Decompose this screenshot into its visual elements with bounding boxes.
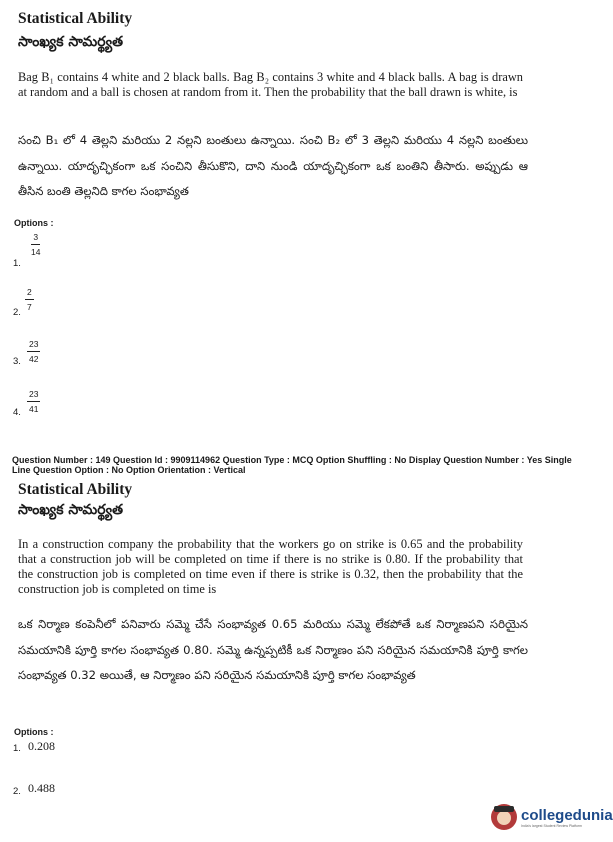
option-number: 3. [13, 356, 21, 367]
collegedunia-logo [491, 804, 613, 830]
question-text-telugu: సంచి B₁ లో 4 తెల్లని మరియు 2 నల్లని బంతులు ఉన్నాయి. సంచి B₂ లో 3 తెల్లని మరియు 4 నల్లని బంతులు ఉన్నాయి. యాదృచ్ఛికంగా ఒక సంచిని తీసుకొని, దాని నుండి యాదృచ్ఛికంగా ఒక బంతిని తీసారు. అప్పుడు ఆ తీసిన బంతి తెల్లనిది కాగల సంభావ్యత [18, 133, 528, 198]
question-text-english: In a construction company the probability that the workers go on strike is 0.65 and the probability that a construction job will be completed on time if there is no strike is 0.80. If the probability that the construction job is completed on time even if there is strike is 0.32, then the probability that the construction job is completed on time is [18, 537, 523, 596]
options-label: Options : [14, 727, 54, 737]
brand-tagline: India's largest Student Review Platform [521, 823, 582, 828]
fraction-denominator: 7 [27, 302, 32, 312]
question-text-english: Bag B₁ contains 4 white and 2 black balls. Bag B₂ contains 3 white and 4 black balls. A bag is drawn at random and a ball is chosen at random from it. Then the probability that the ball drawn is white, is [18, 70, 523, 99]
options-label: Options : [14, 218, 54, 228]
option-fraction[interactable] [27, 339, 40, 364]
section-title: Statistical Ability [18, 481, 133, 498]
fraction-denominator: 42 [29, 354, 39, 364]
question-text-telugu: ఒక నిర్మాణ కంపెనీలో పనివారు సమ్మె చేసే సంభావ్యత 0.65 మరియు సమ్మె లేకపోతే ఒక నిర్మాణపని సరియైన సమయానికి పూర్తి కాగల సంభావ్యత 0.80. సమ్మె ఉన్నప్పటికీ ఒక నిర్మాణం పని సరియైన సమయానికి పూర్తి కాగల సంభావ్యత 0.32 అయితే, ఆ నిర్మాణం పని సరియైన సమయానికి పూర్తి కాగల సంభావ్యత [18, 617, 528, 682]
option-number: 1. [13, 258, 21, 269]
option-number: 2. [13, 307, 21, 318]
option-number: 1. [13, 743, 21, 754]
option-fraction[interactable] [27, 389, 40, 414]
section-title-telugu: సాంఖ్యక సామర్థ్యత [18, 502, 123, 518]
fraction-numerator: 23 [29, 389, 39, 399]
fraction-denominator: 41 [29, 404, 39, 414]
option-fraction[interactable] [31, 232, 40, 257]
section-title: Statistical Ability [18, 10, 133, 27]
option-value[interactable]: 0.488 [28, 781, 55, 795]
question-metadata: Question Number : 149 Question Id : 9909114962 Question Type : MCQ Option Shuffling : No Display Question Number : Yes Single Line Question Option : No Option Orientation : Vertical [12, 455, 572, 475]
option-number: 2. [13, 786, 21, 797]
option-value[interactable]: 0.208 [28, 739, 55, 753]
fraction-numerator: 23 [29, 339, 39, 349]
fraction-numerator: 3 [33, 232, 39, 242]
section-title-telugu: సాంఖ్యక సామర్థ్యత [18, 34, 123, 50]
fraction-numerator: 2 [27, 287, 32, 297]
option-number: 4. [13, 407, 21, 418]
option-fraction[interactable] [25, 287, 34, 312]
fraction-denominator: 14 [31, 247, 41, 257]
collegedunia-mascot-icon [491, 804, 517, 830]
brand-name: collegedunia [521, 806, 613, 824]
